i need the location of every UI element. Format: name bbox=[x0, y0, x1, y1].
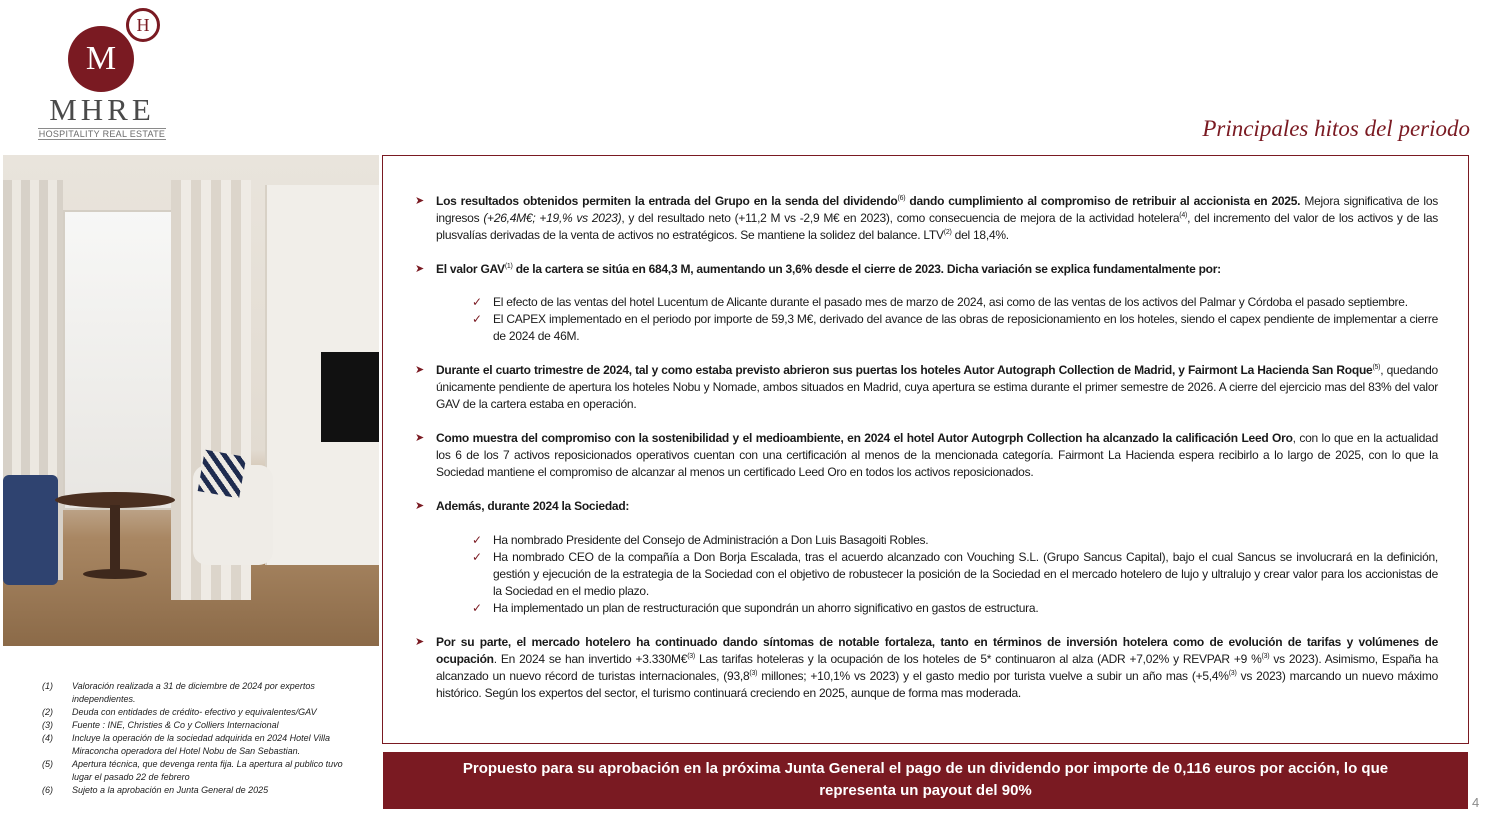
gav-subitem: ✓ El efecto de las ventas del hotel Lucentum de Alicante durante el pasado mes de marzo de 2024, asi como de las ventas de los activos del Palmar y Córdoba el pasado septiembre. bbox=[472, 295, 1408, 309]
logo-circle-m: M bbox=[68, 26, 134, 92]
arrow-bullet-icon: ➤ bbox=[415, 364, 425, 376]
highlight-governance: ➤ Además, durante 2024 la Sociedad: bbox=[415, 499, 630, 513]
highlights-box bbox=[382, 155, 1469, 744]
arrow-bullet-icon: ➤ bbox=[415, 263, 425, 275]
photo-sofa bbox=[3, 475, 58, 585]
governance-subitem: ✓ Ha implementado un plan de restructuración que supondrán un ahorro significativo en gastos de estructura. bbox=[472, 601, 1039, 615]
arrow-bullet-icon: ➤ bbox=[415, 195, 425, 207]
footnote: (4) Incluye la operación de la sociedad adquirida en 2024 Hotel Villa Miraconcha operadora del Hotel Nobu de San Sebastian. bbox=[42, 733, 331, 756]
checkmark-icon: ✓ bbox=[472, 550, 482, 564]
checkmark-icon: ✓ bbox=[472, 295, 482, 309]
highlight-market: ➤ Por su parte, el mercado hotelero ha continuado dando síntomas de notable fortaleza, tanto en términos de inversión hotelera como de evolución de tarifas y volúmenes de ocupación. En 2024 se han invertido +3.330M€$^{(3)}$ Las tarifas hoteleras y la ocupación de los hoteles de 5* continuaron al alza (ADR +7,02% y REVPAR +9 %$^{(3)}$ vs 2023). Asimismo, España ha alcanzado un nuevo récord de turistas internacionales, (93,8$^{(3)}$ millones; +10,1% vs 2023) y el gasto medio por turista vuelve a subir un año mas (+5,4%$^{(3)}$ vs 2023) marcando un nuevo máximo histórico. Según los expertos del sector, el turismo continuará creciendo en 2025, aunque de forma mas moderada. bbox=[415, 635, 1438, 700]
banner-line-2: representa un payout del 90% bbox=[819, 782, 1032, 799]
logo-wordmark: MHRE bbox=[49, 92, 155, 127]
governance-subitem: ✓ Ha nombrado CEO de la compañía a Don Borja Escalada, tras el acuerdo alcanzado con Vouching S.L. (Grupo Sancus Capital), bajo el cual Sancus se involucrará en la definición, gestión y ejecución de la estrategia de la Sociedad con el objetivo de robustecer la posición de la Sociedad en el mercado hotelero de lujo y ultralujo y crear valor para los accionistas de la Sociedad en el medio plazo. bbox=[472, 550, 1438, 598]
checkmark-icon: ✓ bbox=[472, 601, 482, 615]
banner-line-1: Propuesto para su aprobación en la próxima Junta General el pago de un dividendo por importe de 0,116 euros por acción, lo que bbox=[462, 760, 1389, 777]
photo-pillow bbox=[198, 450, 247, 499]
photo-table-base bbox=[83, 569, 147, 579]
governance-subitem: ✓ Ha nombrado Presidente del Consejo de Administración a Don Luis Basagoiti Robles. bbox=[472, 533, 929, 547]
logo-subtitle: HOSPITALITY REAL ESTATE bbox=[38, 129, 166, 139]
checkmark-icon: ✓ bbox=[472, 312, 482, 326]
footnote: (5) Apertura técnica, que devenga renta fija. La apertura al publico tuvo lugar el pasado 22 de febrero bbox=[42, 759, 343, 782]
footnotes bbox=[42, 680, 362, 797]
checkmark-icon: ✓ bbox=[472, 533, 482, 547]
arrow-bullet-icon: ➤ bbox=[415, 432, 425, 444]
highlight-dividend: ➤ Los resultados obtenidos permiten la entrada del Grupo en la senda del dividendo$^{(6)}$ dando cumplimiento al compromiso de retribuir al accionista en 2025. Mejora significativa de los ingresos (+26,4M€; +19,% vs 2023), y del resultado neto (+11,2 M vs -2,9 M€ en 2023), como consecuencia de mejora de la actividad hotelera$^{(4)}$, del incremento del valor de los activos y de las plusvalías derivadas de la venta de activos no estratégicos. Se mantiene la solidez del balance. LTV$^{(2)}$ del 18,4%. bbox=[415, 194, 1438, 242]
logo-circle-h: H bbox=[126, 8, 160, 42]
photo-tv bbox=[321, 352, 379, 442]
arrow-bullet-icon: ➤ bbox=[415, 500, 425, 512]
highlight-gav: ➤ El valor GAV$^{(1)}$ de la cartera se sitúa en 684,3 M, aumentando un 3,6% desde el cierre de 2023. Dicha variación se explica fundamentalmente por: bbox=[415, 262, 1221, 276]
footnote: (1) Valoración realizada a 31 de diciembre de 2024 por expertos independientes. bbox=[42, 681, 315, 704]
footnote: (2) Deuda con entidades de crédito- efectivo y equivalentes/GAV bbox=[42, 707, 317, 717]
arrow-bullet-icon: ➤ bbox=[415, 636, 425, 648]
page-title: Principales hitos del periodo bbox=[1202, 116, 1470, 141]
highlight-sustainability: ➤ Como muestra del compromiso con la sostenibilidad y el medioambiente, en 2024 el hotel Autor Autogrph Collection ha alcanzado la calificación Leed Oro, con lo que en la actualidad los 6 de los 7 activos reposicionados operativos cuentan con una certificación al menos de la mencionada categoría. Fairmont La Hacienda espera recibirlo a lo largo de 2025, con lo que la Sociedad mantiene el compromiso de alcanzar al menos un certificado Leed Oro en todos los activos reposicionados. bbox=[415, 431, 1438, 479]
dividend-banner bbox=[383, 752, 1468, 809]
hotel-room-photo bbox=[3, 155, 379, 646]
highlight-openings: ➤ Durante el cuarto trimestre de 2024, tal y como estaba previsto abrieron sus puertas los hoteles Autor Autograph Collection de Madrid, y Fairmont La Hacienda San Roque$^{(5)}$, quedando únicamente pendiente de apertura los hoteles Nobu y Nomade, ambos situados en Madrid, cuya apertura se estima durante el primer semestre de 2026. A cierre del ejercicio mas del 83% del valor GAV de la cartera estaba en operación. bbox=[415, 363, 1438, 411]
page-number: 4 bbox=[1472, 795, 1480, 810]
gav-subitem: ✓ El CAPEX implementado en el periodo por importe de 59,3 M€, derivado del avance de las obras de reposicionamiento en los hoteles, siendo el capex pendiente de implementar a cierre de 2024 de 46M. bbox=[472, 312, 1438, 343]
footnote: (3) Fuente : INE, Christies & Co y Colliers Internacional bbox=[42, 720, 279, 730]
company-logo bbox=[36, 8, 168, 142]
photo-table-leg bbox=[110, 505, 120, 575]
footnote: (6) Sujeto a la aprobación en Junta General de 2025 bbox=[42, 785, 269, 795]
